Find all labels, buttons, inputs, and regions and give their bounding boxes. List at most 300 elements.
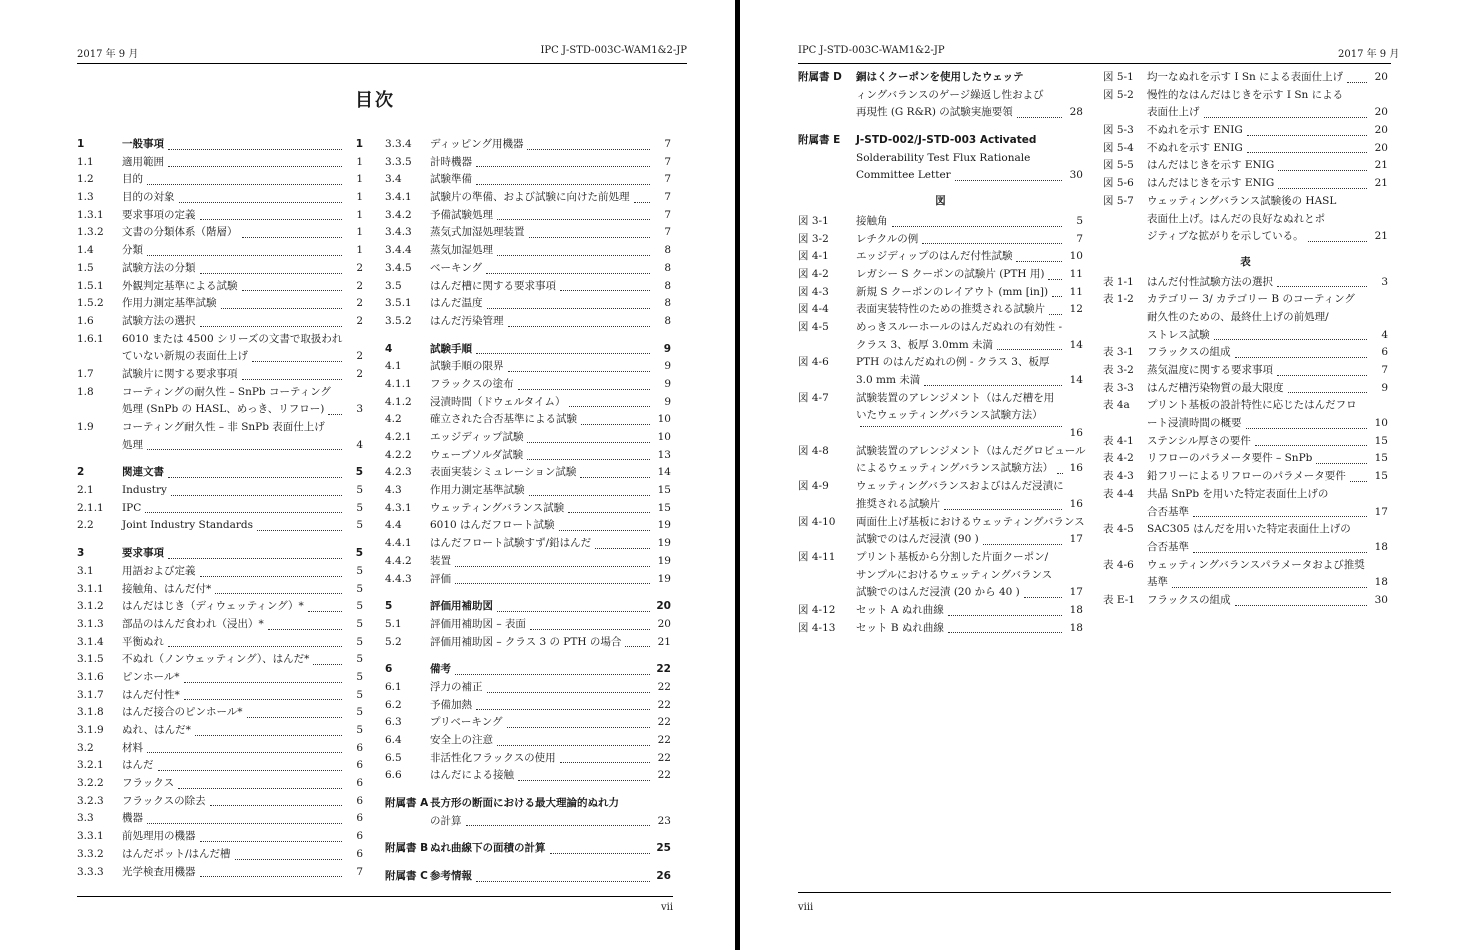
toc-entry[interactable] xyxy=(385,224,671,242)
toc-entry-title: 評価 xyxy=(430,572,451,585)
toc-entry-page: 5 xyxy=(356,519,363,532)
toc-entry-continuation[interactable] xyxy=(1103,211,1388,229)
toc-entry-number: 表 4-4 xyxy=(1103,487,1134,500)
toc-entry-title: コーティングの耐久性 – SnPb コーティング xyxy=(122,385,331,398)
toc-entry-continuation[interactable] xyxy=(1103,415,1388,433)
toc-entry[interactable] xyxy=(1103,380,1388,398)
toc-entry-continuation[interactable] xyxy=(77,437,363,455)
dot-leader xyxy=(200,575,343,577)
toc-entry-number: 図 4-7 xyxy=(798,391,829,404)
toc-entry-text-line xyxy=(856,284,1065,302)
toc-entry[interactable] xyxy=(77,687,363,705)
header-date: 2017 年 9 月 xyxy=(77,49,139,60)
toc-entry-title: カテゴリー 3/ カテゴリー B のコーティング xyxy=(1147,293,1355,306)
section-heading: 表 xyxy=(1240,255,1251,268)
toc-entry-title: 試験でのはんだ浸漬 (90 ) xyxy=(856,533,979,546)
toc-entry[interactable] xyxy=(77,581,363,599)
dot-leader xyxy=(527,441,650,443)
toc-entry[interactable] xyxy=(385,598,671,616)
toc-entry-page: 1 xyxy=(356,244,363,257)
toc-entry-number: 図 4-10 xyxy=(798,515,836,528)
toc-entry-text-line xyxy=(122,616,345,634)
toc-entry-text-line xyxy=(430,697,653,715)
toc-entry-text-line xyxy=(122,669,345,687)
dot-leader xyxy=(1246,427,1368,429)
toc-entry[interactable] xyxy=(77,864,363,882)
toc-entry-page: 21 xyxy=(657,635,671,648)
toc-entry[interactable] xyxy=(385,714,671,732)
toc-entry-text-line xyxy=(122,419,345,437)
toc-entry[interactable] xyxy=(1103,397,1388,415)
toc-entry-text-line xyxy=(1147,157,1370,175)
toc-entry-page: 5 xyxy=(356,600,363,613)
toc-entry-number: 1.5.2 xyxy=(77,297,104,310)
toc-entry-continuation[interactable] xyxy=(1103,309,1388,327)
toc-entry-page: 22 xyxy=(657,716,671,729)
toc-entry[interactable] xyxy=(77,482,363,500)
toc-entry-continuation[interactable] xyxy=(798,460,1083,478)
toc-entry[interactable] xyxy=(798,514,1083,532)
toc-entry[interactable] xyxy=(385,313,671,331)
toc-entry-page: 5 xyxy=(356,670,363,683)
toc-entry-number: 附属書 A xyxy=(385,797,429,810)
toc-entry-page: 5 xyxy=(356,501,363,514)
toc-entry[interactable] xyxy=(1103,521,1388,539)
dot-leader xyxy=(252,360,342,362)
toc-entry-title: 予備加熱 xyxy=(430,698,472,711)
toc-entry[interactable] xyxy=(798,549,1083,567)
toc-entry-page: 28 xyxy=(1069,106,1083,119)
toc-entry[interactable] xyxy=(385,260,671,278)
toc-entry-title: 参考情報 xyxy=(430,870,472,883)
toc-entry[interactable] xyxy=(1103,344,1388,362)
toc-entry-text-line xyxy=(856,337,1065,355)
toc-entry-text-line xyxy=(1147,504,1370,522)
toc-entry-continuation[interactable] xyxy=(798,425,1083,443)
toc-entry[interactable] xyxy=(385,634,671,652)
toc-entry[interactable] xyxy=(77,828,363,846)
toc-entry-number: 図 4-12 xyxy=(798,603,836,616)
toc-entry-continuation[interactable] xyxy=(798,167,1083,185)
toc-entry-title: フラックスの除去 xyxy=(122,794,206,807)
toc-entry-title: リフローのパラメータ要件 – SnPb xyxy=(1147,452,1313,465)
toc-entry-text-line xyxy=(856,443,1086,461)
right-page xyxy=(740,0,1474,950)
toc-entry[interactable] xyxy=(77,616,363,634)
toc-entry[interactable] xyxy=(77,563,363,581)
toc-entry-number: 図 4-9 xyxy=(798,480,829,493)
dot-leader xyxy=(147,822,342,824)
toc-entry-title: 基準 xyxy=(1147,576,1168,589)
toc-entry-page: 23 xyxy=(657,814,671,827)
toc-entry[interactable] xyxy=(798,443,1086,461)
toc-entry-text-line xyxy=(122,136,345,154)
toc-entry[interactable] xyxy=(385,571,671,589)
toc-entry-page: 15 xyxy=(657,501,671,514)
toc-entry[interactable] xyxy=(798,248,1083,266)
toc-entry[interactable] xyxy=(385,840,671,858)
toc-entry[interactable] xyxy=(77,207,363,225)
toc-entry[interactable] xyxy=(385,661,671,679)
dot-leader xyxy=(476,880,650,882)
toc-entry[interactable] xyxy=(77,384,363,402)
toc-entry-continuation[interactable] xyxy=(798,407,1083,425)
toc-entry-page: 2 xyxy=(356,261,363,274)
toc-entry[interactable] xyxy=(385,679,671,697)
toc-entry[interactable] xyxy=(77,740,363,758)
toc-entry[interactable] xyxy=(77,331,363,349)
toc-entry[interactable] xyxy=(798,620,1083,638)
toc-entry[interactable] xyxy=(385,767,671,785)
toc-entry-title: 外観判定基準による試験 xyxy=(122,279,238,292)
toc-entry-number: 6.2 xyxy=(385,698,402,711)
toc-entry-page: 6 xyxy=(1381,346,1388,359)
toc-entry[interactable] xyxy=(385,500,671,518)
toc-entry-number: 図 4-1 xyxy=(798,250,829,263)
toc-entry-number: 6.1 xyxy=(385,680,402,693)
toc-entry[interactable] xyxy=(1103,486,1388,504)
toc-entry[interactable] xyxy=(385,358,671,376)
toc-entry-continuation[interactable] xyxy=(385,813,671,831)
toc-entry-title: 蒸気式加湿処理装置 xyxy=(430,226,525,239)
toc-entry-page: 18 xyxy=(1374,576,1388,589)
toc-entry-text-line xyxy=(1147,380,1370,398)
toc-entry-text-line xyxy=(430,207,653,225)
toc-entry[interactable] xyxy=(77,634,363,652)
toc-entry[interactable] xyxy=(798,132,1083,150)
toc-entry[interactable] xyxy=(798,284,1083,302)
toc-entry[interactable] xyxy=(77,757,363,775)
toc-entry[interactable] xyxy=(77,136,363,154)
toc-entry-number: 3.1.7 xyxy=(77,688,104,701)
toc-entry-page: 1 xyxy=(356,208,363,221)
toc-entry-text-line xyxy=(430,634,653,652)
toc-entry-number: 6.4 xyxy=(385,734,402,746)
toc-entry-page: 6 xyxy=(356,741,363,754)
toc-entry[interactable] xyxy=(385,750,671,768)
toc-entry[interactable] xyxy=(385,447,671,465)
toc-entry-text-line xyxy=(430,189,653,207)
dot-leader xyxy=(560,761,650,763)
toc-entry[interactable] xyxy=(77,260,363,278)
toc-entry-number: 表 4-2 xyxy=(1103,452,1134,465)
dot-leader xyxy=(922,242,1062,244)
toc-entry[interactable] xyxy=(77,722,363,740)
toc-entry-text-line xyxy=(430,714,653,732)
dot-leader xyxy=(924,384,1062,386)
dot-leader xyxy=(1214,338,1367,340)
toc-entry-number: 図 4-8 xyxy=(798,444,829,457)
toc-entry-text-line xyxy=(1147,415,1370,433)
toc-entry-title: 一般事項 xyxy=(122,138,164,150)
toc-entry-text-line xyxy=(430,732,653,750)
toc-entry-title: 推奨される試験片 xyxy=(856,497,940,510)
toc-entry-text-line xyxy=(122,464,345,482)
dot-leader xyxy=(1277,374,1367,376)
toc-entry[interactable] xyxy=(77,464,363,482)
toc-entry-title: 要求事項の定義 xyxy=(122,208,196,221)
toc-entry[interactable] xyxy=(798,354,1083,372)
toc-entry[interactable] xyxy=(77,189,363,207)
toc-entry-page: 20 xyxy=(656,600,671,613)
toc-entry[interactable] xyxy=(385,732,671,750)
toc-entry[interactable] xyxy=(385,482,671,500)
dot-leader xyxy=(560,289,650,291)
toc-entry-number: 図 5-1 xyxy=(1103,71,1134,83)
toc-entry[interactable] xyxy=(1103,450,1388,468)
dot-leader xyxy=(168,476,342,478)
toc-entry-text-line xyxy=(430,500,653,518)
toc-entry-title: PTH のはんだぬれの例 - クラス 3、板厚 xyxy=(856,356,1050,369)
toc-entry[interactable] xyxy=(77,171,363,189)
toc-entry[interactable] xyxy=(385,341,671,359)
toc-entry-continuation[interactable] xyxy=(798,337,1083,355)
toc-entry[interactable] xyxy=(77,793,363,811)
toc-entry-text-line xyxy=(856,266,1065,284)
toc-entry-text-line xyxy=(430,482,653,500)
toc-entry[interactable] xyxy=(385,295,671,313)
toc-entry-page: 21 xyxy=(1374,230,1388,243)
toc-entry-number: 表 1-2 xyxy=(1103,293,1134,306)
toc-entry-title: 適用範囲 xyxy=(122,155,164,168)
toc-entry-number: 3.1.1 xyxy=(77,582,104,595)
toc-entry-number: 3.3.2 xyxy=(77,847,104,860)
dot-leader xyxy=(171,494,342,496)
toc-entry[interactable] xyxy=(385,616,671,634)
toc-entry[interactable] xyxy=(77,651,363,669)
header-rule xyxy=(798,63,1391,64)
footer-page-number: vii xyxy=(661,902,674,913)
toc-entry-title: 部品のはんだ食われ（浸出）* xyxy=(122,617,264,630)
toc-entry-number: 図 4-5 xyxy=(798,320,829,333)
toc-entry-text-line xyxy=(1147,193,1370,211)
toc-entry-title: 試験装置のアレンジメント（はんだグロビュール xyxy=(856,444,1086,457)
toc-entry-continuation[interactable] xyxy=(77,348,363,366)
toc-entry-text-line xyxy=(856,301,1065,319)
toc-entry[interactable] xyxy=(1103,557,1388,575)
toc-entry-title: はんだ槽に関する要求事項 xyxy=(430,279,556,292)
toc-entry-title: サンプルにおけるウェッティングバランス xyxy=(856,568,1053,581)
toc-entry[interactable] xyxy=(385,207,671,225)
toc-entry[interactable] xyxy=(1103,157,1388,175)
toc-entry-page: 14 xyxy=(657,466,671,479)
toc-entry-continuation[interactable] xyxy=(1103,539,1388,557)
toc-entry[interactable] xyxy=(385,697,671,715)
toc-entry[interactable] xyxy=(1103,362,1388,380)
toc-entry[interactable] xyxy=(385,136,671,154)
dot-leader xyxy=(581,423,650,425)
toc-entry[interactable] xyxy=(798,266,1083,284)
toc-entry-page: 5 xyxy=(356,484,363,497)
toc-entry[interactable] xyxy=(1103,122,1388,140)
toc-entry-text-line xyxy=(1147,122,1370,140)
toc-entry[interactable] xyxy=(77,598,363,616)
toc-entry-text-line xyxy=(122,437,345,455)
toc-entry-title: プリント基板の設計特性に応じたはんだフロ xyxy=(1147,399,1357,412)
toc-entry[interactable] xyxy=(1103,291,1388,309)
toc-entry-continuation[interactable] xyxy=(1103,327,1388,345)
dot-leader xyxy=(497,744,650,746)
toc-entry[interactable] xyxy=(77,810,363,828)
dot-leader xyxy=(595,547,650,549)
toc-entry-page: 9 xyxy=(1381,381,1388,394)
toc-entry[interactable] xyxy=(385,517,671,535)
footer-page-number: viii xyxy=(798,902,814,913)
toc-entry-continuation[interactable] xyxy=(798,150,1083,168)
toc-entry-number: 3.3.1 xyxy=(77,830,104,843)
toc-entry-number: 1.3.2 xyxy=(77,226,104,239)
toc-entry[interactable] xyxy=(77,545,363,563)
dot-leader xyxy=(308,610,342,612)
toc-entry-title: 非活性化フラックスの使用 xyxy=(430,751,556,764)
toc-entry[interactable] xyxy=(798,301,1083,319)
toc-entry-title: 浮力の補正 xyxy=(430,680,483,693)
dot-leader xyxy=(1048,278,1062,280)
toc-entry-continuation[interactable] xyxy=(1103,574,1388,592)
toc-entry-title: 耐久性のための、最終仕上げの前処理/ xyxy=(1147,310,1329,323)
toc-entry[interactable] xyxy=(1103,87,1388,105)
toc-entry-number: 6.5 xyxy=(385,751,402,764)
toc-entry[interactable] xyxy=(798,69,1083,87)
toc-entry-text-line xyxy=(430,840,653,858)
toc-entry[interactable] xyxy=(798,602,1083,620)
toc-entry-number: 3.3.3 xyxy=(77,865,104,878)
toc-entry-title: 蒸気温度に関する要求事項 xyxy=(1147,364,1273,376)
dot-leader xyxy=(1308,240,1367,242)
toc-entry-text-line xyxy=(1147,468,1370,486)
toc-entry[interactable] xyxy=(77,224,363,242)
toc-entry[interactable] xyxy=(1103,140,1388,158)
dot-leader xyxy=(1288,391,1368,393)
toc-entry-page: 3 xyxy=(356,403,363,416)
toc-entry-continuation[interactable] xyxy=(77,401,363,419)
toc-entry-continuation[interactable] xyxy=(798,496,1083,514)
toc-entry[interactable] xyxy=(77,313,363,331)
toc-entry-number: 図 4-4 xyxy=(798,303,829,316)
toc-entry[interactable] xyxy=(385,394,671,412)
toc-entry-number: 表 4-1 xyxy=(1103,434,1134,447)
toc-entry-number: 図 3-1 xyxy=(798,214,829,227)
toc-entry[interactable] xyxy=(385,429,671,447)
toc-entry[interactable] xyxy=(77,295,363,313)
toc-entry[interactable] xyxy=(385,278,671,296)
toc-entry[interactable] xyxy=(77,775,363,793)
toc-entry-continuation[interactable] xyxy=(798,584,1083,602)
toc-entry[interactable] xyxy=(385,795,671,813)
toc-entry[interactable] xyxy=(385,868,671,886)
toc-entry[interactable] xyxy=(77,500,363,518)
toc-entry[interactable] xyxy=(77,669,363,687)
toc-entry[interactable] xyxy=(77,278,363,296)
toc-entry[interactable] xyxy=(798,213,1083,231)
toc-entry-title: ウェッティングバランスパラメータおよび推奨 xyxy=(1147,558,1365,571)
toc-entry[interactable] xyxy=(1103,433,1388,451)
toc-entry[interactable] xyxy=(77,846,363,864)
toc-entry[interactable] xyxy=(1103,193,1388,211)
toc-entry[interactable] xyxy=(385,154,671,172)
toc-entry-page: 17 xyxy=(1069,533,1083,546)
toc-entry[interactable] xyxy=(385,171,671,189)
toc-entry-title: はんだ付性試験方法の選択 xyxy=(1147,275,1273,288)
toc-entry-title: 蒸気加湿処理 xyxy=(430,244,493,257)
toc-entry-title: によるウェッティングバランス試験方法） xyxy=(856,462,1054,475)
toc-entry[interactable] xyxy=(385,189,671,207)
toc-entry-continuation[interactable] xyxy=(798,372,1083,390)
toc-entry[interactable] xyxy=(77,366,363,384)
toc-entry-continuation[interactable] xyxy=(798,104,1083,122)
toc-entry-continuation[interactable] xyxy=(1103,228,1388,246)
toc-entry-continuation[interactable] xyxy=(1103,504,1388,522)
toc-entry-title: レガシー S クーポンの試験片 (PTH 用) xyxy=(856,267,1045,280)
toc-entry-text-line xyxy=(856,549,1065,567)
toc-entry[interactable] xyxy=(385,535,671,553)
dot-leader xyxy=(568,511,650,513)
toc-entry[interactable] xyxy=(77,704,363,722)
toc-entry[interactable] xyxy=(385,242,671,260)
toc-entry-text-line xyxy=(430,553,653,571)
toc-entry-number: 図 5-3 xyxy=(1103,124,1134,137)
toc-entry-text-line xyxy=(856,167,1065,185)
toc-entry-number: 3.4.2 xyxy=(385,208,412,221)
toc-entry-page: 7 xyxy=(1076,232,1083,245)
toc-entry-continuation[interactable] xyxy=(798,531,1083,549)
toc-entry[interactable] xyxy=(798,478,1083,496)
toc-entry-page: 20 xyxy=(657,617,671,630)
toc-entry-page: 13 xyxy=(657,448,671,461)
dot-leader xyxy=(1193,551,1367,553)
toc-entry[interactable] xyxy=(798,390,1083,408)
toc-entry[interactable] xyxy=(798,319,1083,337)
toc-entry[interactable] xyxy=(77,242,363,260)
toc-entry-text-line xyxy=(856,248,1065,266)
toc-entry[interactable] xyxy=(385,553,671,571)
dot-leader xyxy=(983,543,1062,545)
toc-entry[interactable] xyxy=(385,464,671,482)
toc-entry-number: 3.4.3 xyxy=(385,226,412,239)
toc-entry-title: 不ぬれを示す ENIG xyxy=(1147,124,1243,137)
toc-entry[interactable] xyxy=(385,376,671,394)
toc-entry-page: 26 xyxy=(656,870,671,883)
toc-entry[interactable] xyxy=(385,411,671,429)
dot-leader xyxy=(179,201,343,203)
toc-entry[interactable] xyxy=(798,231,1083,249)
toc-entry-continuation[interactable] xyxy=(1103,104,1388,122)
dot-leader xyxy=(559,529,650,531)
toc-entry[interactable] xyxy=(1103,592,1388,610)
toc-entry[interactable] xyxy=(1103,468,1388,486)
toc-entry[interactable] xyxy=(1103,274,1388,292)
toc-entry-page: 15 xyxy=(657,484,671,497)
toc-entry[interactable] xyxy=(1103,175,1388,193)
toc-entry[interactable] xyxy=(77,154,363,172)
toc-entry-page: 1 xyxy=(356,155,363,168)
toc-entry-text-line xyxy=(430,767,653,785)
toc-entry-page: 11 xyxy=(1069,267,1083,280)
toc-entry-text-line xyxy=(856,602,1065,620)
toc-entry[interactable] xyxy=(1103,69,1388,87)
toc-entry-text-line xyxy=(856,69,1065,87)
toc-entry[interactable] xyxy=(77,419,363,437)
dot-leader xyxy=(497,254,650,256)
toc-entry-number: 附属書 B xyxy=(385,842,429,855)
toc-entry-continuation[interactable] xyxy=(798,567,1083,585)
toc-entry-page: 15 xyxy=(1374,434,1388,447)
toc-entry-title: 試験準備 xyxy=(430,173,472,186)
toc-entry[interactable] xyxy=(77,517,363,535)
toc-entry-number: 表 3-2 xyxy=(1103,364,1134,376)
dot-leader xyxy=(247,716,342,718)
toc-entry-continuation[interactable] xyxy=(798,87,1083,105)
